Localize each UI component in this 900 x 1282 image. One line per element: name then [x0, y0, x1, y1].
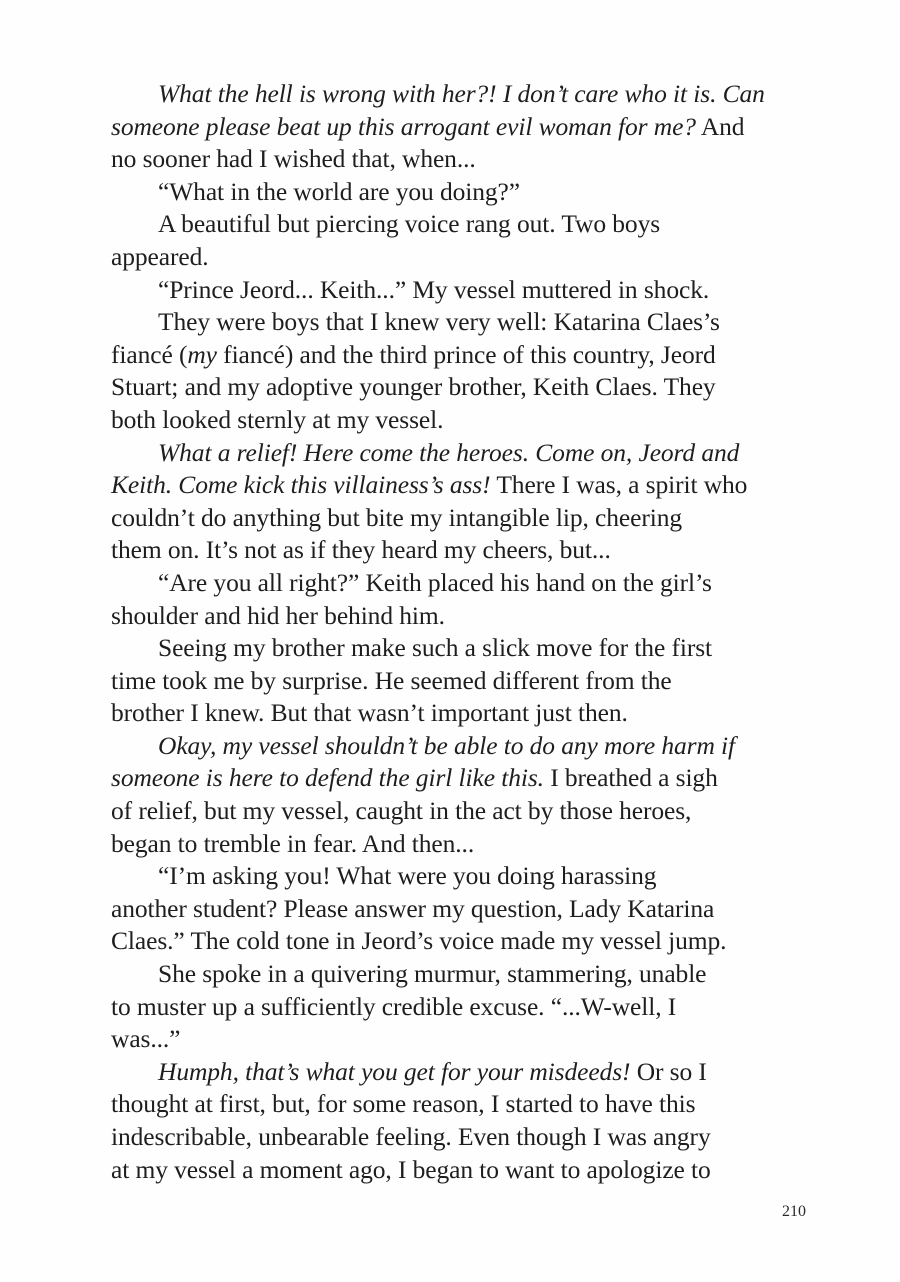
text-line — [111, 730, 811, 763]
text-line — [111, 208, 811, 241]
text-segment: indescribable, unbearable feeling. Even though I was angry — [111, 1122, 711, 1151]
text-line — [111, 632, 811, 665]
text-line — [111, 437, 811, 470]
text-segment: And — [695, 111, 745, 141]
text-line — [111, 958, 811, 991]
text-line — [111, 534, 811, 567]
text-line — [111, 1121, 811, 1154]
text-line — [111, 404, 811, 437]
italic-text-segment: Okay, my vessel shouldn’t be able to do any more harm if — [158, 730, 736, 760]
italic-text-segment: What a relief! Here come the heroes. Come on, Jeord and — [158, 437, 740, 467]
text-line — [111, 502, 811, 535]
text-segment: thought at first, but, for some reason, I started to have this — [111, 1089, 696, 1119]
body-text — [111, 78, 811, 1186]
text-line — [111, 339, 811, 372]
text-line — [111, 567, 811, 600]
text-segment: brother I knew. But that wasn’t important just then. — [111, 698, 628, 728]
italic-text-segment: my — [187, 339, 217, 369]
text-segment: both looked sternly at my vessel. — [111, 404, 444, 434]
text-segment: couldn’t do anything but bite my intangible lip, cheering — [111, 502, 683, 532]
text-line — [111, 762, 811, 795]
text-line — [111, 306, 811, 339]
text-segment: Stuart; and my adoptive younger brother, Keith Claes. They — [111, 372, 716, 402]
text-segment: They were boys that I knew very well: Katarina Claes’s — [158, 307, 720, 337]
text-segment: A beautiful but piercing voice rang out. Two boys — [158, 209, 661, 239]
text-segment: time took me by surprise. He seemed different from the — [111, 665, 672, 695]
text-line — [111, 1023, 811, 1056]
text-line — [111, 665, 811, 698]
text-segment: fiancé) and the third prince of this country, Jeord — [216, 339, 716, 369]
text-segment: “What in the world are you doing?” — [158, 176, 520, 206]
text-segment: “Are you all right?” Keith placed his hand on the girl’s — [158, 567, 712, 597]
text-segment: to muster up a sufficiently credible excuse. “...W-well, I — [111, 991, 677, 1021]
text-segment: another student? Please answer my question, Lady Katarina — [111, 893, 715, 923]
text-line — [111, 697, 811, 730]
text-line — [111, 143, 811, 176]
text-segment: was...” — [111, 1024, 181, 1054]
text-segment: appeared. — [111, 241, 209, 271]
text-segment: “Prince Jeord... Keith...” My vessel muttered in shock. — [158, 274, 710, 304]
text-line — [111, 1088, 811, 1121]
text-line — [111, 925, 811, 958]
text-line — [111, 860, 811, 893]
text-segment: shoulder and hid her behind him. — [111, 600, 445, 630]
text-segment: them on. It’s not as if they heard my cheers, but... — [111, 535, 611, 565]
text-segment: fiancé ( — [111, 339, 188, 369]
page-number: 210 — [782, 1203, 806, 1220]
text-segment: of relief, but my vessel, caught in the act by those heroes, — [111, 796, 692, 826]
italic-text-segment: someone is here to defend the girl like this. — [111, 763, 544, 793]
text-line — [111, 371, 811, 404]
text-segment: “I’m asking you! What were you doing harassing — [158, 861, 657, 891]
text-line — [111, 111, 811, 144]
italic-text-segment: Humph, that’s what you get for your misdeeds! — [158, 1056, 631, 1086]
text-segment: She spoke in a quivering murmur, stammering, unable — [158, 959, 707, 989]
text-line — [111, 469, 811, 502]
text-segment: no sooner had I wished that, when... — [111, 144, 476, 174]
text-line — [111, 600, 811, 633]
text-line — [111, 893, 811, 926]
text-line — [111, 991, 811, 1024]
text-segment: Claes.” The cold tone in Jeord’s voice made my vessel jump. — [111, 926, 727, 956]
text-line — [111, 795, 811, 828]
text-line — [111, 1056, 811, 1089]
text-line — [111, 1154, 811, 1187]
text-line — [111, 274, 811, 307]
italic-text-segment: What the hell is wrong with her?! I don’t care who it is. Can — [158, 79, 765, 108]
text-line — [111, 828, 811, 861]
text-segment: Or so I — [630, 1056, 707, 1086]
text-segment: I breathed a sigh — [543, 763, 718, 793]
text-segment: at my vessel a moment ago, I began to want to apologize to — [111, 1154, 711, 1184]
text-line — [111, 241, 811, 274]
text-line — [111, 176, 811, 209]
text-segment: began to tremble in fear. And then... — [111, 828, 475, 858]
italic-text-segment: someone please beat up this arrogant evil woman for me? — [111, 111, 696, 141]
text-line — [111, 78, 811, 111]
text-segment: There I was, a spirit who — [490, 470, 748, 500]
italic-text-segment: Keith. Come kick this villainess’s ass! — [111, 470, 491, 500]
text-segment: Seeing my brother make such a slick move for the first — [158, 633, 713, 663]
